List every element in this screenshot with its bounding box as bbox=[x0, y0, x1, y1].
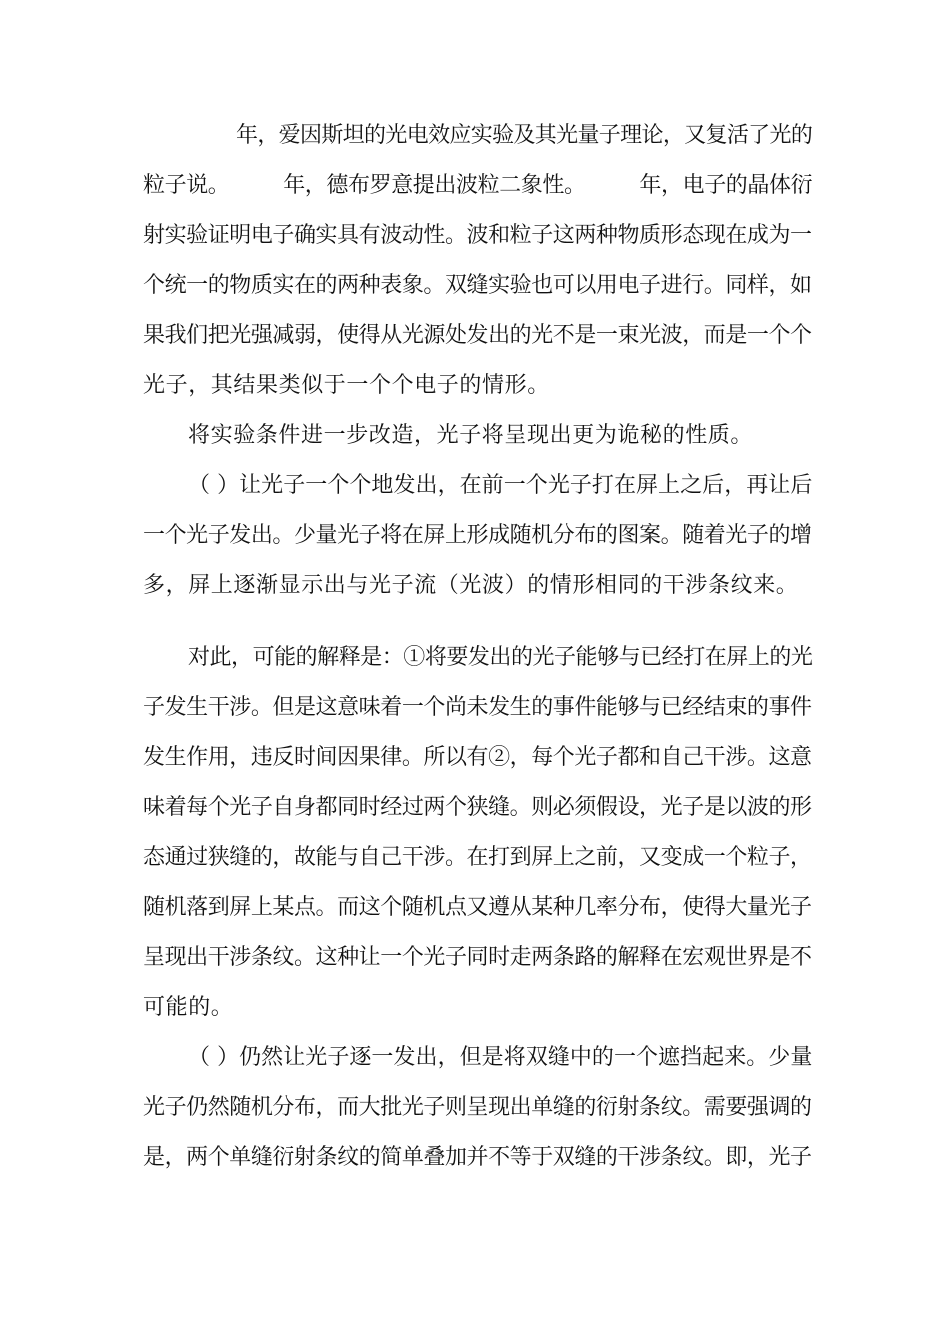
paragraph-3-line-3: 多，屏上逐渐显示出与光子流（光波）的情形相同的干涉条纹来。 bbox=[143, 573, 799, 598]
paragraph-4-line-7: 呈现出干涉条纹。这种让一个光子同时走两条路的解释在宏观世界是不 bbox=[143, 945, 812, 970]
paragraph-4-line-3: 发生作用，违反时间因果律。所以有②，每个光子都和自己干涉。这意 bbox=[143, 745, 812, 770]
paragraph-5-line-3: 是，两个单缝衍射条纹的简单叠加并不等于双缝的干涉条纹。即，光子 bbox=[143, 1145, 812, 1170]
paragraph-5-line-2: 光子仍然随机分布，而大批光子则呈现出单缝的衍射条纹。需要强调的 bbox=[143, 1095, 812, 1120]
paragraph-3-line-2: 一个光子发出。少量光子将在屏上形成随机分布的图案。随着光子的增 bbox=[143, 523, 812, 548]
paragraph-4-line-6: 随机落到屏上某点。而这个随机点又遵从某种几率分布，使得大量光子 bbox=[143, 895, 812, 920]
paragraph-1-line-5: 果我们把光强减弱，使得从光源处发出的光不是一束光波，而是一个个 bbox=[143, 323, 812, 348]
paragraph-4-line-5: 态通过狭缝的，故能与自己干涉。在打到屏上之前，又变成一个粒子， bbox=[143, 845, 812, 870]
paragraph-1-line-1: 年，爱因斯坦的光电效应实验及其光量子理论，又复活了光的 bbox=[236, 123, 813, 148]
paragraph-4-line-1: 对此，可能的解释是：①将要发出的光子能够与已经打在屏上的光 bbox=[188, 645, 813, 670]
paragraph-1-line-2: 粒子说。 年，德布罗意提出波粒二象性。 年，电子的晶体衍 bbox=[143, 173, 813, 198]
paragraph-4-line-4: 味着每个光子自身都同时经过两个狭缝。则必须假设，光子是以波的形 bbox=[143, 795, 812, 820]
paragraph-2-line-1: 将实验条件进一步改造，光子将呈现出更为诡秘的性质。 bbox=[188, 423, 754, 448]
paragraph-3-line-1: （ ）让光子一个个地发出，在前一个光子打在屏上之后，再让后 bbox=[188, 473, 813, 498]
paragraph-1-line-3: 射实验证明电子确实具有波动性。波和粒子这两种物质形态现在成为一 bbox=[143, 223, 812, 248]
paragraph-1-line-6: 光子，其结果类似于一个个电子的情形。 bbox=[143, 373, 550, 398]
paragraph-1-line-4: 个统一的物质实在的两种表象。双缝实验也可以用电子进行。同样，如 bbox=[143, 273, 812, 298]
paragraph-4-line-8: 可能的。 bbox=[143, 995, 234, 1020]
paragraph-4-line-2: 子发生干涉。但是这意味着一个尚未发生的事件能够与已经结束的事件 bbox=[143, 695, 812, 720]
paragraph-5-line-1: （ ）仍然让光子逐一发出，但是将双缝中的一个遮挡起来。少量 bbox=[188, 1045, 813, 1070]
